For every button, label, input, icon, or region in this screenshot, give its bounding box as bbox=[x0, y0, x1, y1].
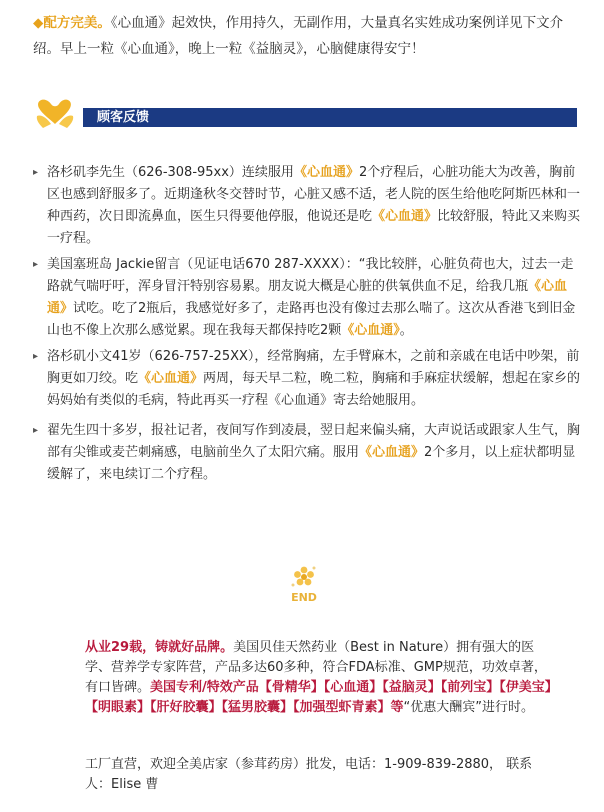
contact-footer: 工厂直营，欢迎全美店家（参茸药房）批发，电话：1-909-839-2880， 联系人：Elise 曹 bbox=[85, 757, 533, 792]
section-bar bbox=[83, 108, 577, 127]
testimonial-text: 美国塞班岛 Jackie留言（见证电话670 287-XXXX）：“我比较胖，心脏负荷也大，过去一走路就气喘吁吁，浑身冒汗特别容易累。朋友说大概是心脏的供氧供血不足，给我几瓶 bbox=[47, 257, 574, 294]
end-logo bbox=[286, 565, 322, 605]
flower-icon bbox=[289, 565, 319, 589]
testimonial-text: 两周，每天早二粒，晚二粒，胸痛和手麻症状缓解，想起在家乡的妈妈始有类似的毛病，特此再买一疗程《心血通》寄去给她服用。 bbox=[47, 371, 581, 408]
product-list: 美国专利/特效产品【骨精华】【心血通】【益脑灵】【前列宝】【伊美宝】【明眼素】【肝好胶囊】【猛男胶囊】【加强型虾青素】等 bbox=[85, 680, 552, 715]
testimonial-text: 比较舒服，特此又来购买一疗程。 bbox=[47, 209, 581, 246]
testimonial-item bbox=[33, 162, 583, 250]
company-intro bbox=[85, 638, 555, 718]
company-body: 美国贝佳天然药业（Best in Nature）拥有强大的医学、营养学专家阵营，产品多达60多种，符合FDA标准、GMP规范，功效卓著，有口皆碑。 bbox=[85, 640, 547, 695]
section-title: 顾客反馈 bbox=[97, 110, 150, 125]
testimonial-item bbox=[33, 254, 583, 342]
section-header bbox=[33, 94, 577, 132]
product-highlight: 《心血通》 bbox=[293, 165, 359, 180]
testimonial-text: 洛杉矶小文41岁（626-757-25XX），经常胸痛，左手臂麻木，之前和亲戚在电话中吵架，前胸更如刀绞。吃 bbox=[47, 349, 580, 386]
product-highlight: 《心血通》 bbox=[341, 323, 400, 338]
bullet-icon: ▸ bbox=[33, 167, 39, 178]
testimonial-item bbox=[33, 346, 583, 412]
end-label: END bbox=[291, 591, 317, 604]
testimonial-text: 。 bbox=[399, 323, 413, 338]
intro-body: 《心血通》起效快，作用持久，无副作用，大量真名实姓成功案例详见下文介绍。早上一粒《心血通》，晚上一粒《益脑灵》，心脑健康得安宁！ bbox=[33, 15, 564, 57]
testimonial-text: 2个疗程后，心脏功能大为改善，胸前区也感到舒服多了。近期逢秋冬交替时节，心脏又感不适，老人院的医生给他吃阿斯匹林和一种西药，次日即流鼻血，医生只得要他停服，他说还是吃 bbox=[47, 165, 581, 224]
product-highlight: 《心血通》 bbox=[372, 209, 438, 224]
intro-paragraph bbox=[33, 10, 581, 62]
heart-hands-icon bbox=[33, 94, 87, 130]
testimonial-item bbox=[33, 420, 583, 486]
bullet-icon: ▸ bbox=[33, 351, 39, 362]
bullet-icon: ▸ bbox=[33, 259, 39, 270]
intro-lead: ◆配方完美。 bbox=[33, 15, 111, 31]
bullet-icon: ▸ bbox=[33, 425, 39, 436]
product-highlight: 《心血通》 bbox=[47, 279, 568, 316]
product-highlight: 《心血通》 bbox=[359, 445, 425, 460]
company-lead: 从业29载，铸就好品牌。 bbox=[85, 640, 234, 655]
testimonial-text: 试吃。吃了2瓶后，我感觉好多了，走路再也没有像过去那么喘了。这次从香港飞到旧金山也不像上次那么感觉累。现在我每天都保持吃2颗 bbox=[47, 301, 576, 338]
testimonial-text: 翟先生四十多岁，报社记者，夜间写作到凌晨，翌日起来偏头痛，大声说话或跟家人生气，胸部有尖锥或麦芒刺痛感，电脑前坐久了太阳穴痛。服用 bbox=[47, 423, 581, 460]
product-highlight: 《心血通》 bbox=[138, 371, 204, 386]
testimonial-text: 2个多月，以上症状都明显缓解了，来电续订二个疗程。 bbox=[47, 445, 576, 482]
company-tail: “优惠大酬宾”进行时。 bbox=[403, 700, 534, 715]
testimonial-text: 洛杉矶李先生（626-308-95xx）连续服用 bbox=[47, 165, 294, 180]
